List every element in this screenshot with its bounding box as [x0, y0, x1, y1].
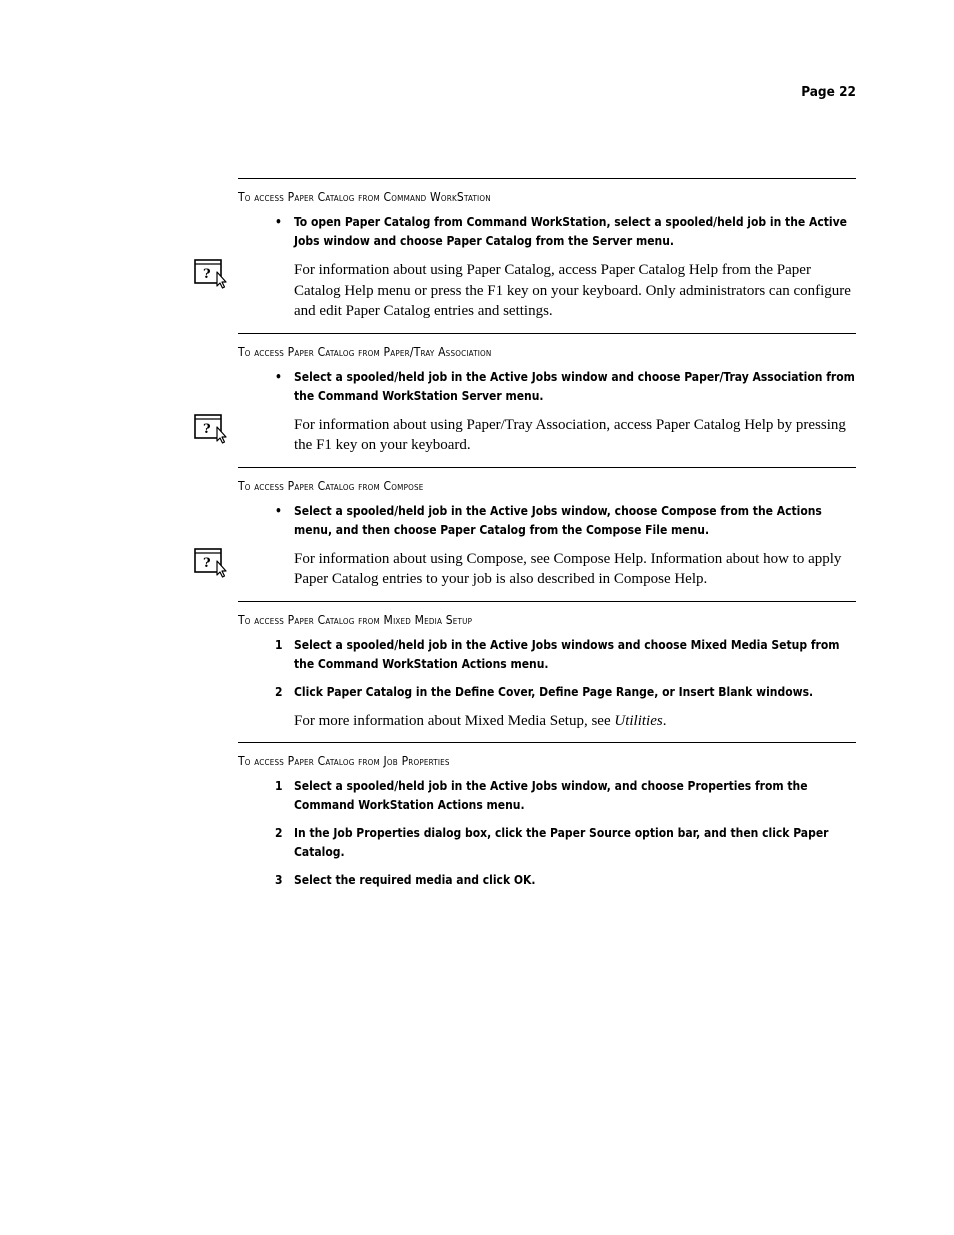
step-text: Click Paper Catalog in the Define Cover, Define Page Range, or Insert Blank windows.	[294, 684, 814, 699]
step-list	[238, 636, 856, 702]
section-compose	[203, 467, 856, 601]
help-window-cursor-icon	[192, 255, 230, 289]
document-body	[203, 178, 856, 910]
step-text: Select a spooled/held job in the Active Jobs window and choose Paper/Tray Association from the Command WorkStation Server menu.	[294, 369, 855, 403]
help-note	[203, 549, 856, 590]
section-command-workstation	[203, 178, 856, 333]
step-item	[238, 871, 856, 890]
step-item	[238, 636, 856, 674]
utilities-reference: Utilities	[614, 712, 663, 729]
svg-text:?: ?	[203, 555, 211, 571]
section-heading: To access Paper Catalog from Compose	[238, 478, 424, 493]
section-job-properties	[238, 742, 856, 910]
section-heading: To access Paper Catalog from Job Properties	[238, 754, 450, 768]
step-text: In the Job Properties dialog box, click the Paper Source option bar, and then click Paper Catalog.	[294, 826, 829, 859]
step-item	[238, 502, 856, 540]
section-paper-tray-association	[203, 333, 856, 467]
step-marker: 1	[275, 637, 283, 652]
step-marker: 1	[275, 779, 283, 793]
page-number: Page 22	[801, 84, 856, 100]
help-note	[203, 260, 856, 322]
step-list	[238, 368, 856, 406]
note-text: For information about using Paper Catalog, access Paper Catalog Help from the Paper Catalog Help menu or press the F1 key on your keyboard. Only administrators can configure and edit Paper Catalog entries and settings.	[294, 262, 851, 319]
section-mixed-media-setup	[238, 601, 856, 743]
more-info-text: For more information about Mixed Media Setup, see Utilities.	[294, 712, 667, 729]
step-item	[238, 368, 856, 406]
step-marker: 2	[275, 826, 283, 840]
step-marker: 2	[275, 684, 283, 699]
step-text: Select a spooled/held job in the Active Jobs window, and choose Properties from the Command WorkStation Actions menu.	[294, 779, 808, 812]
note-text: For information about using Paper/Tray Association, access Paper Catalog Help by pressing the F1 key on your keyboard.	[294, 416, 846, 453]
step-marker: •	[275, 215, 282, 229]
step-marker: •	[275, 369, 282, 384]
svg-text:?: ?	[203, 421, 211, 437]
step-list	[238, 213, 856, 251]
section-heading: To access Paper Catalog from Mixed Media Setup	[238, 612, 473, 627]
note-text: For information about using Compose, see Compose Help. Information about how to apply Paper Catalog entries to your job is also described in Compose Help.	[294, 550, 842, 587]
svg-text:?: ?	[203, 267, 211, 282]
help-window-cursor-icon	[192, 410, 230, 444]
step-text: Select the required media and click OK.	[294, 873, 536, 887]
step-list	[238, 777, 856, 890]
step-item	[238, 777, 856, 815]
step-item	[238, 824, 856, 862]
step-text: To open Paper Catalog from Command WorkStation, select a spooled/held job in the Active Jobs window and choose Paper Catalog from the Server menu.	[294, 215, 847, 248]
help-window-cursor-icon	[192, 544, 230, 578]
step-marker: •	[275, 503, 282, 518]
step-item	[238, 683, 856, 702]
step-marker: 3	[275, 873, 283, 887]
section-heading: To access Paper Catalog from Paper/Tray Association	[238, 344, 492, 359]
step-text: Select a spooled/held job in the Active Jobs windows and choose Mixed Media Setup from the Command WorkStation Actions menu.	[294, 637, 840, 671]
step-list	[238, 502, 856, 540]
step-text: Select a spooled/held job in the Active Jobs window, choose Compose from the Actions menu, and then choose Paper Catalog from the Compose File menu.	[294, 503, 822, 537]
section-heading: To access Paper Catalog from Command WorkStation	[238, 190, 491, 204]
help-note	[203, 415, 856, 456]
step-item	[238, 213, 856, 251]
